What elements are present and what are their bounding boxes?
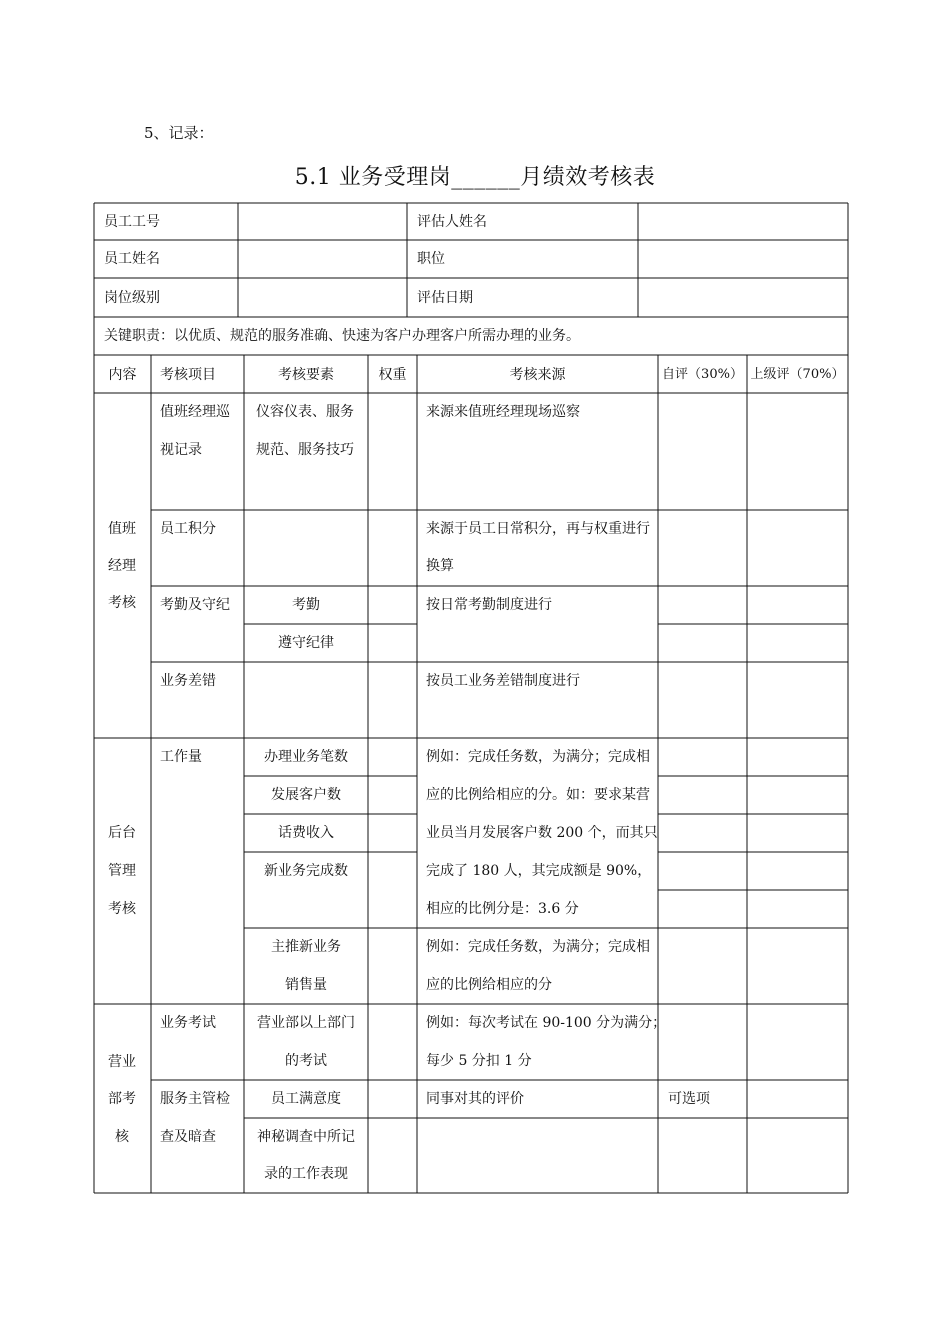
source-text: 完成了 180 人，其完成额是 90%， <box>426 863 652 879</box>
optional-note: 可选项 <box>668 1091 710 1107</box>
section-label-line1: 营业 <box>108 1054 136 1070</box>
source-text: 相应的比例分是：3.6 分 <box>426 901 579 917</box>
source-text: 例如：完成任务数，为满分；完成相 <box>426 749 650 765</box>
source-text: 例如：每次考试在 90-100 分为满分； <box>426 1015 667 1031</box>
section-label-line2: 管理 <box>108 863 136 879</box>
section-label-line3: 考核 <box>108 595 136 611</box>
element-text: 发展客户数 <box>271 787 341 803</box>
source-text: 例如：完成任务数，为满分；完成相 <box>426 939 650 955</box>
header-superior: 上级评（70%） <box>750 367 845 382</box>
section-label-line2: 部考 <box>108 1091 136 1107</box>
source-text: 来源于员工日常积分，再与权重进行 <box>426 521 650 537</box>
element-text: 的考试 <box>285 1053 327 1069</box>
section-label-line3: 考核 <box>108 901 136 917</box>
header-self: 自评（30%） <box>662 367 743 382</box>
element-text: 办理业务笔数 <box>264 749 348 765</box>
element-text: 录的工作表现 <box>264 1166 348 1182</box>
source-text: 应的比例给相应的分 <box>426 977 552 993</box>
header-elements: 考核要素 <box>278 367 334 383</box>
element-text: 仪容仪表、服务 <box>256 404 354 420</box>
item-text: 视记录 <box>160 442 202 458</box>
header-source: 考核来源 <box>509 367 566 383</box>
job-level-label: 岗位级别 <box>104 290 160 306</box>
item-text: 业务差错 <box>160 673 216 689</box>
employee-id-label: 员工工号 <box>104 214 160 230</box>
employee-name-label: 员工姓名 <box>104 251 160 267</box>
element-text: 神秘调查中所记 <box>257 1129 355 1145</box>
element-text: 员工满意度 <box>271 1091 341 1107</box>
source-text: 同事对其的评价 <box>426 1091 524 1107</box>
key-duty: 关键职责：以优质、规范的服务准确、快速为客户办理客户所需办理的业务。 <box>104 328 580 344</box>
source-text: 应的比例给相应的分。如：要求某营 <box>426 787 650 803</box>
item-text: 考勤及守纪 <box>160 597 230 613</box>
header-content: 内容 <box>108 367 137 383</box>
source-text: 每少 5 分扣 1 分 <box>426 1053 532 1069</box>
element-text: 销售量 <box>285 977 327 993</box>
element-text: 主推新业务 <box>271 939 341 955</box>
section-label-line1: 值班 <box>108 521 136 537</box>
element-text: 规范、服务技巧 <box>256 442 354 458</box>
source-text: 按员工业务差错制度进行 <box>426 673 580 689</box>
element-text: 遵守纪律 <box>278 635 334 651</box>
item-text: 值班经理巡 <box>160 404 230 420</box>
source-text: 来源来值班经理现场巡察 <box>426 404 580 420</box>
item-text: 服务主管检 <box>160 1091 230 1107</box>
item-text: 查及暗查 <box>160 1129 216 1145</box>
element-text: 新业务完成数 <box>264 863 348 879</box>
position-label: 职位 <box>417 251 445 267</box>
section-label-line2: 经理 <box>108 558 136 574</box>
element-text: 营业部以上部门 <box>257 1015 355 1031</box>
section-heading: 5、记录： <box>144 124 214 142</box>
eval-date-label: 评估日期 <box>417 290 473 306</box>
item-text: 工作量 <box>160 749 202 765</box>
item-text: 员工积分 <box>160 521 216 537</box>
page-title: 5.1 业务受理岗______月绩效考核表 <box>294 165 656 190</box>
source-text: 业员当月发展客户数 200 个，而其只 <box>426 825 658 841</box>
source-text: 按日常考勤制度进行 <box>426 597 552 613</box>
section-label-line3: 核 <box>115 1129 129 1145</box>
element-text: 话费收入 <box>278 825 334 841</box>
source-text: 换算 <box>426 558 454 574</box>
header-item: 考核项目 <box>160 367 216 383</box>
element-text: 考勤 <box>292 597 320 613</box>
item-text: 业务考试 <box>160 1015 216 1031</box>
evaluator-name-label: 评估人姓名 <box>417 214 487 230</box>
header-weight: 权重 <box>378 367 407 383</box>
section-label-line1: 后台 <box>108 825 136 841</box>
